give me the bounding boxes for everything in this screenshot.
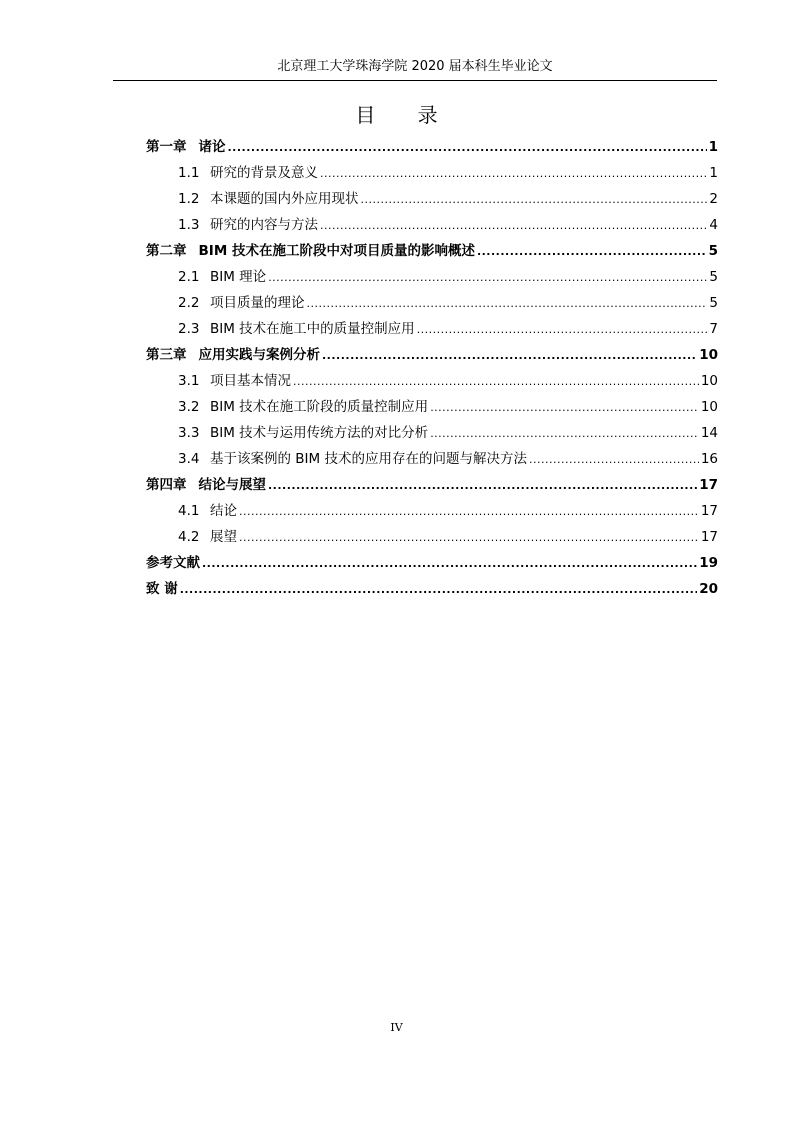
toc-entry-label: BIM 技术在施工阶段的质量控制应用 [210,399,429,415]
toc-title: 目 录 [355,103,456,127]
toc-entry-chapter-4[interactable] [146,472,718,498]
toc-entry-number: 3.3 [178,425,200,441]
toc-entry-label: 研究的内容与方法 [210,217,318,233]
toc-dot-leader [307,291,708,317]
toc-entry-label: BIM 理论 [210,269,267,285]
toc-entry-number: 第一章 [146,139,187,155]
toc-entry-page: 7 [709,321,718,337]
toc-entry-number: 2.1 [178,269,200,285]
toc-entry-chapter-2[interactable] [146,238,718,264]
toc-entry-label: 结论与展望 [198,477,266,493]
toc-entry-4-2[interactable] [146,524,718,550]
running-header: 北京理工大学珠海学院 2020 届本科生毕业论文 [277,59,553,74]
toc-entry-2-2[interactable] [146,290,718,316]
toc-dot-leader [322,343,697,369]
toc-dot-leader [239,499,699,525]
toc-entry-number: 4.2 [178,529,200,545]
toc-dot-leader [477,239,707,265]
toc-entry-label: 展望 [210,529,237,545]
toc-entry-number: 2.2 [178,295,200,311]
toc-entry-label: 项目基本情况 [210,373,291,389]
toc-entry-number: 第三章 [146,347,187,363]
toc-entry-label: 应用实践与案例分析 [198,347,320,363]
header-rule [113,80,717,81]
toc-entry-label: 诸论 [198,139,226,155]
toc-entry-page: 10 [699,347,718,363]
toc-entry-page: 5 [709,269,718,285]
toc-dot-leader [417,317,708,343]
toc-entry-number: 1.3 [178,217,200,233]
toc-entry-page: 17 [700,529,718,545]
toc-entry-label: 研究的背景及意义 [210,165,318,181]
toc-entry-label: BIM 技术与运用传统方法的对比分析 [210,425,429,441]
table-of-contents [146,134,718,602]
toc-entry-page: 14 [700,425,718,441]
toc-entry-label: BIM 技术在施工中的质量控制应用 [210,321,415,337]
toc-entry-label: 结论 [210,503,237,519]
toc-entry-2-1[interactable] [146,264,718,290]
toc-entry-number: 3.2 [178,399,200,415]
toc-dot-leader [320,213,707,239]
toc-entry-page: 4 [709,217,718,233]
page-number: IV [390,1021,403,1034]
toc-entry-label: 基于该案例的 BIM 技术的应用存在的问题与解决方法 [210,451,527,467]
toc-entry-page: 17 [699,477,718,493]
toc-entry-number: 第二章 [146,243,187,259]
toc-entry-2-3[interactable] [146,316,718,342]
toc-entry-page: 2 [709,191,718,207]
toc-entry-label: BIM 技术在施工阶段中对项目质量的影响概述 [198,243,475,259]
toc-entry-1-1[interactable] [146,160,718,186]
toc-entry-page: 1 [709,165,718,181]
toc-entry-label: 致 谢 [146,581,178,597]
toc-entry-number: 3.1 [178,373,200,389]
toc-dot-leader [202,551,697,577]
toc-entry-page: 20 [699,581,718,597]
toc-dot-leader [430,395,699,421]
toc-entry-page: 5 [708,243,718,259]
toc-entry-chapter-3[interactable] [146,342,718,368]
toc-entry-3-3[interactable] [146,420,718,446]
toc-entry-number: 1.1 [178,165,200,181]
toc-entry-references[interactable] [146,550,718,576]
toc-dot-leader [180,577,698,603]
toc-entry-page: 5 [709,295,718,311]
toc-entry-page: 17 [700,503,718,519]
toc-entry-number: 1.2 [178,191,200,207]
toc-dot-leader [320,161,707,187]
toc-dot-leader [529,447,699,473]
toc-dot-leader [268,473,697,499]
toc-dot-leader [293,369,699,395]
toc-entry-number: 第四章 [146,477,187,493]
toc-dot-leader [239,525,699,551]
toc-entry-1-2[interactable] [146,186,718,212]
toc-entry-number: 3.4 [178,451,200,467]
toc-entry-chapter-1[interactable] [146,134,718,160]
toc-entry-3-2[interactable] [146,394,718,420]
toc-entry-4-1[interactable] [146,498,718,524]
toc-entry-3-1[interactable] [146,368,718,394]
toc-dot-leader [430,421,699,447]
toc-entry-page: 10 [700,373,718,389]
toc-entry-label: 本课题的国内外应用现状 [210,191,359,207]
toc-entry-page: 19 [699,555,718,571]
toc-entry-page: 16 [700,451,718,467]
toc-entry-page: 10 [700,399,718,415]
toc-entry-3-4[interactable] [146,446,718,472]
toc-entry-1-3[interactable] [146,212,718,238]
toc-entry-number: 4.1 [178,503,200,519]
toc-entry-label: 项目质量的理论 [210,295,305,311]
toc-dot-leader [361,187,708,213]
toc-entry-number: 2.3 [178,321,200,337]
toc-entry-acknowledgements[interactable] [146,576,718,602]
toc-dot-leader [268,265,707,291]
toc-dot-leader [228,135,707,161]
toc-entry-label: 参考文献 [146,555,200,571]
toc-entry-page: 1 [708,139,718,155]
